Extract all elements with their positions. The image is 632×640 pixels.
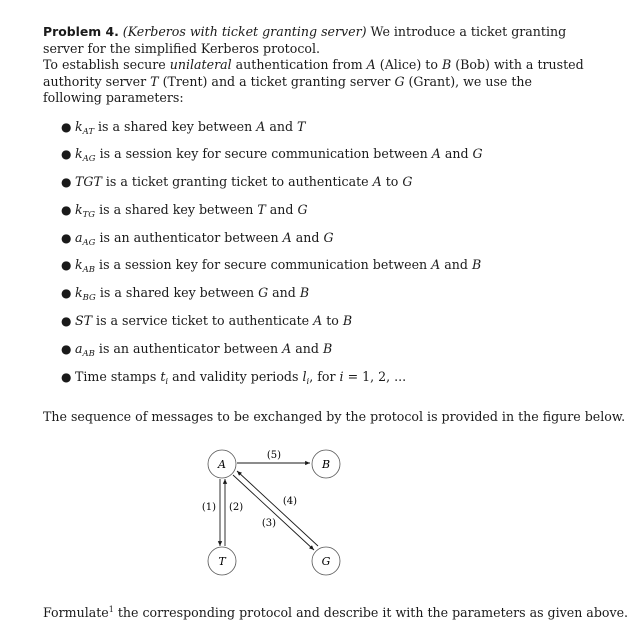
param-symbol: k — [75, 257, 83, 273]
label-1: (1) — [201, 502, 216, 513]
time-range: = 1, 2, ... — [347, 368, 407, 384]
param-y: B — [299, 285, 310, 301]
time-i: i — [339, 368, 344, 384]
param-conj: and — [295, 229, 320, 245]
setup-math-b: B — [441, 57, 452, 72]
list-item — [63, 146, 588, 174]
setup-math-g: G — [394, 73, 405, 89]
param-x: A — [256, 118, 266, 134]
bullet-icon: ● — [61, 147, 72, 162]
time-l-sub: i — [306, 376, 310, 387]
node-b-label: B — [321, 458, 331, 471]
param-desc: is a shared key between — [99, 285, 255, 301]
param-conj: to — [385, 174, 399, 190]
param-desc: is a service ticket to authenticate — [96, 313, 310, 329]
problem-title: (Kerberos with ticket granting server) — [122, 24, 367, 39]
list-item — [63, 257, 588, 285]
setup-text-2: authentication from — [235, 57, 363, 72]
problem-statement — [43, 24, 588, 396]
label-3: (3) — [261, 518, 277, 529]
sequence-text: The sequence of messages to be exchanged by the protocol is provided in the figure below. — [43, 409, 626, 424]
param-conj: and — [444, 257, 468, 273]
param-subscript: AG — [82, 154, 96, 165]
list-item — [63, 341, 588, 369]
setup-text-1: To establish secure — [43, 57, 166, 72]
param-symbol: a — [75, 340, 83, 356]
time-l: l — [302, 368, 307, 384]
list-item — [63, 369, 588, 397]
setup-math-t: T — [150, 73, 159, 89]
param-symbol: k — [75, 146, 83, 162]
param-x: A — [372, 174, 382, 190]
problem-label: Problem 4. — [43, 24, 119, 39]
arrow-4 — [237, 471, 318, 546]
footnote-marker[interactable]: 1 — [108, 605, 114, 614]
param-y: G — [472, 146, 483, 162]
param-subscript: AT — [82, 126, 94, 137]
param-symbol: k — [75, 201, 83, 217]
setup-math-a: A — [366, 57, 376, 72]
time-t-sub: i — [165, 376, 169, 387]
final-word: Formulate — [43, 605, 109, 620]
time-for: , for — [309, 368, 336, 384]
list-item — [63, 313, 588, 341]
problem-intro — [43, 24, 588, 57]
setup-bob: (Bob) with a trusted authority server — [43, 57, 584, 89]
param-desc: is an authenticator between — [98, 340, 279, 356]
setup-unilateral: unilateral — [169, 57, 232, 72]
param-symbol: k — [75, 285, 83, 301]
time-mid: and validity periods — [172, 368, 299, 384]
setup-alice: (Alice) to — [379, 57, 438, 72]
bullet-icon: ● — [61, 230, 72, 245]
param-conj: and — [272, 285, 296, 301]
param-x: A — [313, 313, 323, 329]
param-symbol: ST — [75, 313, 93, 329]
time-t: t — [160, 368, 166, 384]
param-x: T — [257, 201, 266, 217]
final-rest: the corresponding protocol and describe it with the parameters as given above. — [117, 605, 629, 620]
list-item — [63, 119, 588, 147]
bullet-icon: ● — [61, 286, 72, 301]
list-item — [63, 174, 588, 202]
protocol-diagram — [190, 440, 370, 585]
param-symbol: k — [75, 118, 83, 134]
param-y: G — [323, 229, 334, 245]
param-desc: is a shared key between — [99, 201, 254, 217]
parameter-list — [43, 119, 588, 397]
setup-trent: (Trent) and a ticket granting server — [162, 73, 391, 89]
param-conj: and — [295, 340, 319, 356]
final-instruction — [43, 605, 628, 621]
param-subscript: AB — [82, 348, 95, 359]
setup-grant: (Grant), we use the following parameters: — [43, 73, 532, 105]
param-symbol: a — [75, 229, 83, 245]
param-x: A — [431, 257, 441, 273]
param-x: A — [282, 229, 292, 245]
param-subscript: AG — [82, 237, 96, 248]
problem-intro-text: We introduce a ticket granting server for the simplified Kerberos protocol. — [43, 24, 567, 56]
node-a-label: A — [218, 458, 226, 471]
bullet-icon: ● — [61, 258, 72, 273]
param-subscript: BG — [82, 293, 96, 304]
param-x: A — [282, 340, 292, 356]
param-conj: and — [269, 118, 294, 134]
param-subscript: AB — [82, 265, 96, 276]
param-subscript: TG — [82, 209, 96, 220]
label-5: (5) — [266, 450, 282, 461]
param-y: B — [322, 340, 333, 356]
param-x: A — [431, 146, 441, 162]
param-y: G — [402, 174, 413, 190]
param-desc: is a session key for secure communication between — [99, 146, 428, 162]
bullet-icon: ● — [61, 119, 72, 134]
list-item — [63, 202, 588, 230]
param-y: T — [297, 118, 306, 134]
param-y: B — [342, 313, 353, 329]
bullet-icon: ● — [61, 314, 72, 329]
param-desc: is an authenticator between — [99, 229, 279, 245]
param-desc: is a session key for secure communication between — [99, 257, 428, 273]
problem-setup — [43, 57, 588, 107]
list-item — [63, 285, 588, 313]
param-conj: and — [444, 146, 469, 162]
bullet-icon: ● — [61, 202, 72, 217]
param-desc: is a ticket granting ticket to authenticate — [105, 174, 369, 190]
param-y: G — [297, 201, 308, 217]
bullet-icon: ● — [61, 341, 72, 356]
label-2: (2) — [229, 502, 244, 513]
param-desc: is a shared key between — [98, 118, 253, 134]
bullet-icon: ● — [61, 175, 72, 190]
bullet-icon: ● — [61, 369, 72, 384]
param-symbol: TGT — [75, 174, 102, 190]
list-item — [63, 230, 588, 258]
param-x: G — [258, 285, 269, 301]
param-y: B — [471, 257, 482, 273]
time-pre: Time stamps — [75, 368, 157, 384]
node-g-label: G — [321, 555, 331, 568]
param-conj: to — [326, 313, 339, 329]
label-4: (4) — [282, 496, 298, 507]
node-t-label: T — [218, 555, 226, 568]
arrow-3 — [233, 475, 314, 550]
param-conj: and — [269, 201, 294, 217]
